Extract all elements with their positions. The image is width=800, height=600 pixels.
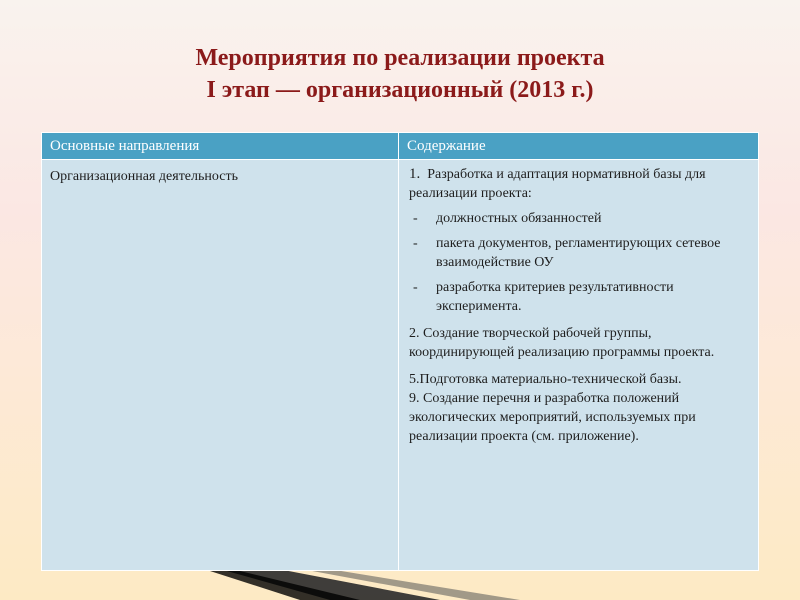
content-item-9: 9. Создание перечня и разработка положений экологических мероприятий, используемых при реализации проекта (см. приложение). — [409, 391, 696, 444]
table-row — [42, 160, 759, 571]
content-cell — [399, 160, 759, 571]
direction-cell — [42, 160, 399, 571]
direction-text: Организационная деятельность — [50, 169, 238, 184]
header-directions: Основные направления — [42, 133, 399, 160]
item-1-number: 1. — [409, 166, 421, 182]
content-item-2: 2. Создание творческой рабочей группы, координирующей реализацию программы проекта. — [409, 326, 715, 360]
title-line-2: I этап — организационный (2013 г.) — [206, 77, 594, 103]
list-item: - разработка критериев результативности эксперимента. — [409, 278, 748, 316]
content-item-5: 5.Подготовка материально-технической базы. — [409, 372, 682, 387]
content-item-1 — [409, 165, 748, 203]
content-bullet-list — [409, 209, 748, 316]
title-line-1: Мероприятия по реализации проекта — [195, 45, 605, 71]
header-content: Содержание — [399, 133, 759, 160]
list-item: - должностных обязанностей — [409, 209, 748, 228]
list-item: - пакета документов, регламентирующих сетевое взаимодействие ОУ — [409, 234, 748, 272]
item-1-text: Разработка и адаптация нормативной базы для реализации проекта: — [409, 167, 706, 201]
page-title — [0, 42, 800, 106]
activities-table — [41, 132, 759, 571]
table-header-row — [42, 133, 759, 160]
